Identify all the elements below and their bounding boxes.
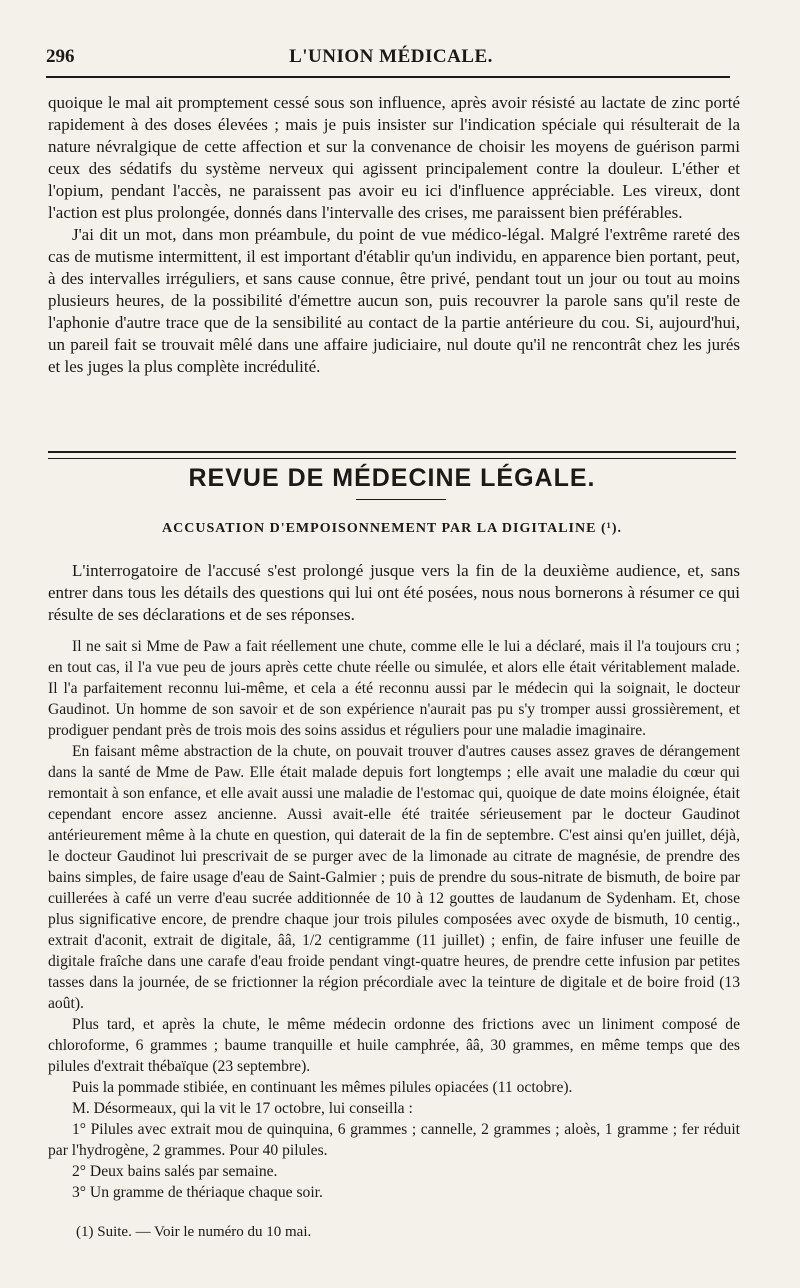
subtitle-text: ACCUSATION D'EMPOISONNEMENT PAR LA DIGITALINE [162,521,597,536]
header-rule [46,76,730,78]
article-subtitle [48,521,736,537]
section-divider [48,451,736,459]
page-header [46,44,736,74]
body-block [48,636,740,1203]
section-title: REVUE DE MÉDECINE LÉGALE. [188,464,596,492]
page-number: 296 [46,46,75,67]
footnote: (1) Suite. — Voir le numéro du 10 mai. [76,1224,312,1240]
paragraph: M. Désormeaux, qui la vit le 17 octobre, lui conseilla : [72,1100,413,1117]
paragraph: J'ai dit un mot, dans mon préambule, du point de vue médico-légal. Malgré l'extrême rareté des cas de mutisme intermittent, il est important d'établir qu'un individu, en apparence bien portant, peut, à des intervalles irréguliers, et sans cause connue, être privé, pendant tout un jour ou tout au moins plusieurs heures, de la possibilité d'émettre aucun son, puis recouvrer la parole sans qu'il reste de l'aphonie d'autre trace que de la sensibilité au contact de la partie antérieure du cou. Si, aujourd'hui, un pareil fait se trouvait mêlé dans une affaire judiciaire, nul doute qu'il ne rencontrât chez les jurés et les juges la plus complète incrédulité. [48,225,740,376]
paragraph: En faisant même abstraction de la chute, on pouvait trouver d'autres causes assez graves de dérangement dans la santé de Mme de Paw. Elle était malade depuis fort longtemps ; elle avait une maladie du cœur qui remontait à son enfance, et elle avait aussi une maladie de l'estomac qui, quoique de date moins éloignée, était cependant encore assez ancienne. Aussi avait-elle été traitée sérieusement par le docteur Gaudinot antérieurement même à la chute en question, qui daterait de la fin de septembre. C'est ainsi qu'en juillet, déjà, le docteur Gaudinot lui prescrivait de se purger avec de la limonade au citrate de magnésie, de prendre des bains simples, de faire usage d'eau de Saint-Galmier ; puis de prendre du sous-nitrate de bismuth, de boire par cuillerées à café un verre d'eau sucrée additionnée de 10 à 12 gouttes de laudanum de Sydenham. Et, chose plus significative encore, de prendre chaque jour trois pilules composées avec oxyde de bismuth, 10 centig., extrait d'aconit, extrait de digitale, ââ, 1/2 centigramme (11 juillet) ; enfin, de faire infuser une feuille de digitale fraîche dans une carafe d'eau froide pendant vingt-quatre heures, de prendre cette infusion par petites tasses dans la journée, de se frictionner la région précordiale avec la teinture de digitale et de boire froid (13 août). [48,743,740,1012]
paragraph: 2° Deux bains salés par semaine. [72,1163,278,1180]
intro-block [48,560,740,626]
paragraph: Il ne sait si Mme de Paw a fait réellement une chute, comme elle le lui a déclaré, mais il l'a toujours cru ; en tout cas, il l'a vue peu de jours après cette chute réelle ou simulée, et alors elle était véritablement malade. Il l'a parfaitement reconnu lui-même, et cela a été reconnu aussi par le médecin qui la soignait, le docteur Gaudinot. Un homme de son savoir et de son expérience n'aurait pas pu s'y tromper aussi grossièrement, et prodiguer pendant près de trois mois des soins assidus et réguliers pour une maladie imaginaire. [48,638,740,739]
footnote-marker: (¹). [600,521,622,536]
paragraph: Plus tard, et après la chute, le même médecin ordonne des frictions avec un liniment composé de chloroforme, 6 grammes ; baume tranquille et huile camphrée, ââ, 30 grammes, en même temps que des pilules d'extrait thébaïque (23 septembre). [48,1016,740,1075]
running-title: L'UNION MÉDICALE. [289,46,493,67]
intro-paragraph: L'interrogatoire de l'accusé s'est prolongé jusque vers la fin de la deuxième audience, et, sans entrer dans tous les détails des questions qui lui ont été posées, nous nous bornerons à résumer ce qui résulte de ses déclarations et de ses réponses. [48,561,740,624]
paragraph: Puis la pommade stibiée, en continuant les mêmes pilules opiacées (11 octobre). [72,1079,573,1096]
paragraph: quoique le mal ait promptement cessé sous son influence, après avoir résisté au lactate de zinc porté rapidement à des doses élevées ; mais je puis insister sur l'indication spéciale qui résulterait de la nature névralgique de cette affection et sur la convenance de choisir les moyens de guérison parmi ceux des sédatifs du système nerveux qui agissent principalement contre la douleur. L'éther et l'opium, pendant l'accès, ne paraissent pas avoir eu ici d'influence appréciable. Les vireux, dont l'action est plus prolongée, donnés dans l'intervalle des crises, me paraissent bien préférables. [48,93,740,222]
paragraph: 1° Pilules avec extrait mou de quinquina, 6 grammes ; cannelle, 2 grammes ; aloès, 1 gramme ; fer réduit par l'hydrogène, 2 grammes. Pour 40 pilules. [48,1121,740,1159]
top-text-block [48,92,740,378]
title-underline [356,499,446,500]
paragraph: 3° Un gramme de thériaque chaque soir. [72,1184,323,1201]
